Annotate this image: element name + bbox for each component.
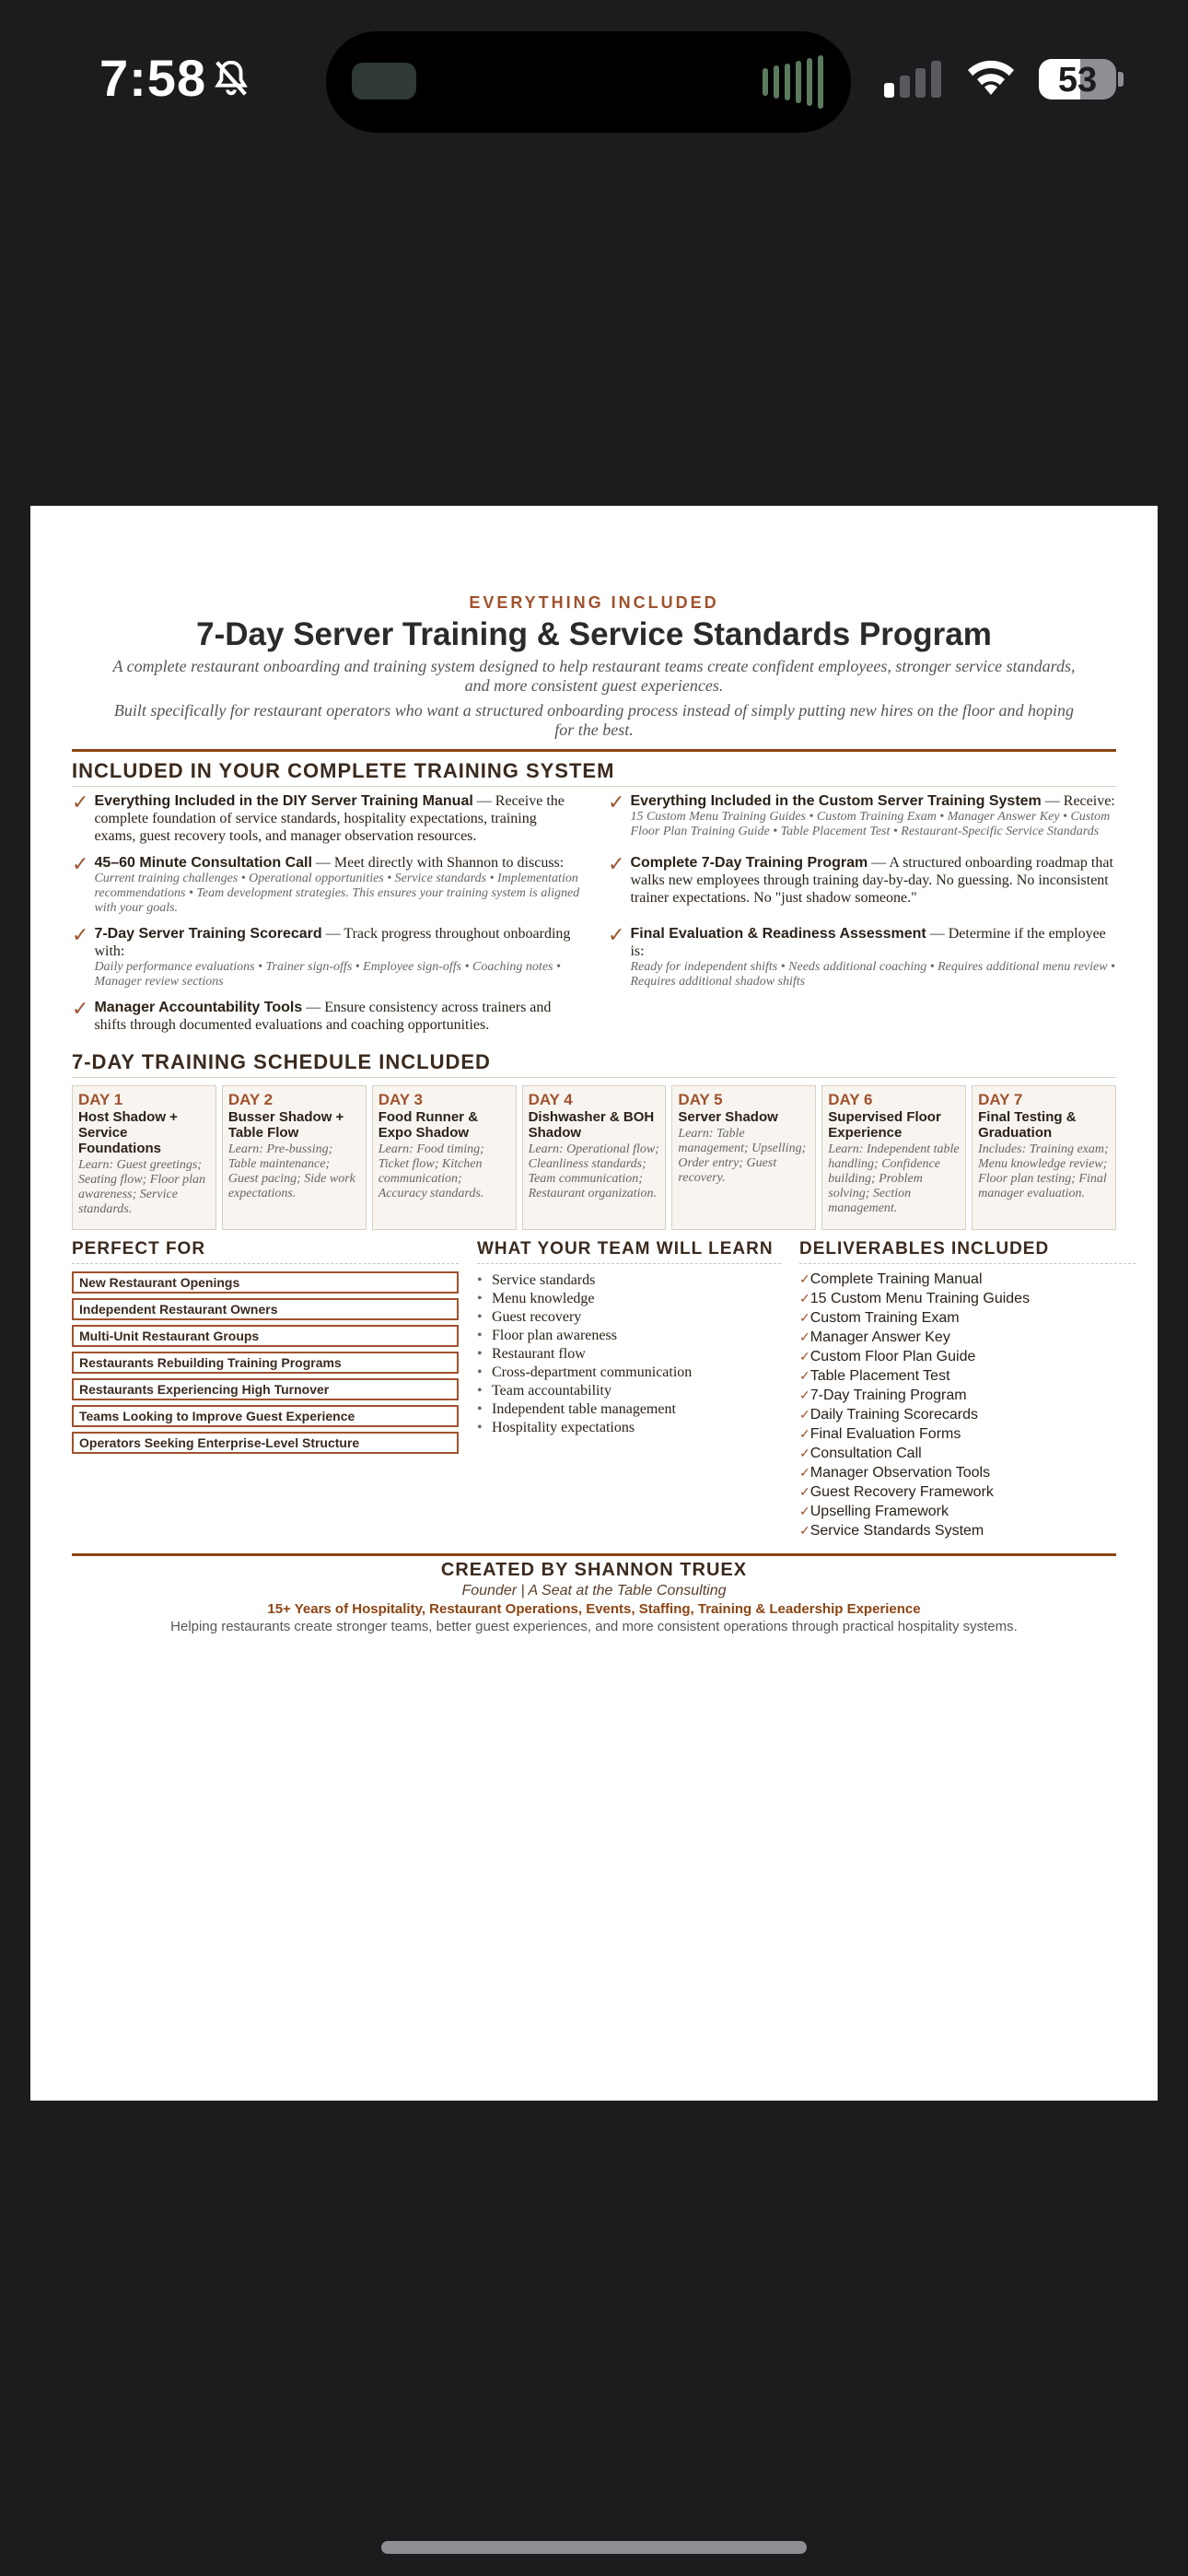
checkmark-icon: ✓	[799, 1349, 810, 1364]
day-learn: Learn: Guest greetings; Seating flow; Floor plan awareness; Service standards.	[78, 1158, 206, 1216]
included-item-title: Everything Included in the Custom Server Training System	[630, 793, 1042, 809]
included-item-title: 45–60 Minute Consultation Call	[94, 855, 312, 871]
checkmark-icon: ✓	[799, 1465, 810, 1480]
deliverable-label: Custom Floor Plan Guide	[809, 1349, 976, 1364]
perfect-for-tag: Restaurants Rebuilding Training Programs	[72, 1352, 459, 1374]
included-item	[72, 792, 580, 845]
perfect-for-column	[72, 1239, 459, 1540]
deliverable-item	[799, 1289, 1136, 1308]
deliverable-item	[799, 1308, 1136, 1328]
day-learn: Learn: Pre-bussing; Table maintenance; Guest pacing; Side work expectations.	[227, 1142, 355, 1200]
summary-columns	[72, 1239, 1116, 1540]
checkmark-icon: ✓	[799, 1523, 810, 1538]
deliverable-label: 15 Custom Menu Training Guides	[809, 1291, 1031, 1306]
deliverable-item	[799, 1444, 1136, 1463]
checkmark-icon: ✓	[72, 923, 89, 946]
day-learn: Learn: Operational flow; Cleanliness standards; Team communication; Restaurant organization.	[528, 1142, 659, 1200]
perfect-for-tag: New Restaurant Openings	[72, 1271, 459, 1294]
day-learn: Includes: Training exam; Menu knowledge review; Floor plan testing; Final manager evaluation.	[978, 1142, 1109, 1200]
included-item	[608, 792, 1116, 845]
checkmark-icon: ✓	[72, 997, 89, 1020]
list-item: • Team accountability	[477, 1382, 781, 1400]
included-item	[608, 854, 1116, 916]
included-item	[72, 854, 580, 916]
day-number: DAY 5	[678, 1091, 723, 1108]
perfect-for-list	[72, 1271, 459, 1454]
day-learn: Learn: Table management; Upselling; Order entry; Guest recovery.	[678, 1127, 807, 1185]
bell-slash-icon	[210, 57, 252, 100]
list-item: • Independent table management	[477, 1400, 781, 1419]
included-item-title: Everything Included in the DIY Server Training Manual	[94, 793, 473, 809]
deliverable-label: Guest Recovery Framework	[809, 1484, 994, 1500]
deliverable-label: Consultation Call	[809, 1446, 922, 1461]
included-item-text: — Meet directly with Shannon to discuss:	[311, 855, 565, 871]
footer-tagline: Helping restaurants create stronger teams, better guest experiences, and more consistent operations through practical hospitality systems.	[170, 1619, 1018, 1634]
day-card	[72, 1085, 216, 1230]
checkmark-icon: ✓	[608, 923, 625, 946]
day-number: DAY 1	[78, 1091, 123, 1108]
day-learn: Learn: Independent table handling; Confidence building; Problem solving; Section management.	[828, 1142, 960, 1215]
deliverable-label: Custom Training Exam	[809, 1310, 960, 1326]
now-playing-artwork	[352, 63, 416, 100]
deliverable-label: Upselling Framework	[809, 1504, 949, 1519]
deliverable-item	[799, 1328, 1136, 1347]
status-time: 7:58	[99, 49, 207, 107]
list-item: • Cross-department communication	[477, 1364, 781, 1382]
footer-experience: 15+ Years of Hospitality, Restaurant Operations, Events, Staffing, Training & Leadership Experience	[267, 1601, 921, 1617]
checkmark-icon: ✓	[799, 1446, 810, 1460]
included-item-detail: Daily performance evaluations • Trainer sign-offs • Employee sign-offs • Coaching notes • Manager review sections	[94, 960, 561, 989]
included-item-text: — Receive the complete foundation of service standards, hospitality expectations, training exams, guest recovery tools, and manager observation resources.	[94, 793, 565, 844]
day-learn: Learn: Food timing; Ticket flow; Kitchen communication; Accuracy standards.	[378, 1142, 484, 1200]
day-card	[671, 1085, 816, 1230]
deliverable-label: Daily Training Scorecards	[809, 1407, 979, 1423]
list-item: • Restaurant flow	[477, 1345, 781, 1364]
checkmark-icon: ✓	[799, 1291, 810, 1306]
included-item-detail: Current training challenges • Operational opportunities • Service standards • Implementation recommendations • Team development strategies. This ensures your training system is aligned with your goals.	[94, 872, 580, 915]
deliverable-item	[799, 1521, 1136, 1540]
checkmark-icon: ✓	[799, 1310, 810, 1325]
checkmark-icon: ✓	[799, 1407, 810, 1422]
day-card	[522, 1085, 667, 1230]
included-item-title: Complete 7-Day Training Program	[630, 855, 868, 871]
included-item-title: Final Evaluation & Readiness Assessment	[630, 926, 926, 942]
deliverable-item	[799, 1405, 1136, 1424]
day-number: DAY 2	[227, 1091, 274, 1108]
dynamic-island[interactable]	[326, 31, 851, 133]
document-page	[30, 506, 1158, 2101]
day-card	[972, 1085, 1116, 1230]
included-item-text: — A structured onboarding roadmap that walks new employees through training day-by-day. No guessing. No inconsistent trainer expectations. No "just shadow someone."	[630, 855, 1113, 906]
divider	[72, 749, 1116, 752]
deliverable-label: Manager Observation Tools	[809, 1465, 991, 1481]
subtitle: A complete restaurant onboarding and training system designed to help restaurant teams create confident employees, stronger service standards, and more consistent guest experiences.	[112, 657, 1076, 695]
deliverable-item	[799, 1270, 1136, 1289]
checkmark-icon: ✓	[799, 1271, 810, 1286]
eyebrow: EVERYTHING INCLUDED	[469, 593, 719, 612]
home-indicator[interactable]	[381, 2541, 807, 2554]
deliverables-heading: DELIVERABLES INCLUDED	[799, 1239, 1136, 1264]
perfect-for-tag: Restaurants Experiencing High Turnover	[72, 1378, 459, 1400]
deliverable-label: Final Evaluation Forms	[809, 1426, 961, 1442]
day-title: Supervised Floor Experience	[828, 1109, 941, 1141]
included-item	[72, 999, 580, 1034]
deliverables-column	[799, 1239, 1136, 1540]
included-item-title: Manager Accountability Tools	[94, 1000, 303, 1015]
day-number: DAY 3	[378, 1091, 423, 1108]
day-title: Food Runner & Expo Shadow	[378, 1109, 479, 1141]
perfect-for-tag: Teams Looking to Improve Guest Experience	[72, 1405, 459, 1427]
deliverable-label: Complete Training Manual	[809, 1271, 983, 1287]
subtitle-secondary: Built specifically for restaurant operators who want a structured onboarding process instead of simply putting new hires on the floor and hoping for the best.	[113, 701, 1075, 739]
day-number: DAY 6	[828, 1091, 873, 1108]
section-heading-schedule: 7-DAY TRAINING SCHEDULE INCLUDED	[72, 1050, 1116, 1078]
schedule-grid	[72, 1085, 1116, 1230]
footer	[72, 1553, 1116, 1634]
deliverable-item	[799, 1502, 1136, 1521]
day-card	[372, 1085, 517, 1230]
checkmark-icon: ✓	[608, 852, 625, 875]
learn-list	[477, 1271, 781, 1437]
list-item: • Service standards	[477, 1271, 781, 1290]
included-item-text: — Receive:	[1041, 793, 1115, 809]
perfect-for-tag: Multi-Unit Restaurant Groups	[72, 1325, 459, 1347]
perfect-for-tag: Independent Restaurant Owners	[72, 1298, 459, 1320]
day-title: Busser Shadow + Table Flow	[227, 1109, 344, 1141]
perfect-for-tag: Operators Seeking Enterprise-Level Structure	[72, 1432, 459, 1454]
day-title: Server Shadow	[678, 1109, 778, 1125]
included-list	[72, 792, 1116, 1043]
included-item-text: — Determine if the employee is:	[630, 926, 1106, 959]
battery-level: 53	[1057, 61, 1098, 100]
deliverable-item	[799, 1366, 1136, 1386]
page-title: 7-Day Server Training & Service Standards Program	[196, 616, 992, 652]
day-number: DAY 4	[528, 1091, 573, 1108]
deliverable-label: Table Placement Test	[809, 1368, 950, 1384]
list-item: • Guest recovery	[477, 1308, 781, 1327]
footer-role: Founder | A Seat at the Table Consulting	[461, 1583, 727, 1598]
day-number: DAY 7	[978, 1091, 1023, 1108]
checkmark-icon: ✓	[799, 1504, 810, 1518]
day-title: Dishwasher & BOH Shadow	[528, 1109, 655, 1141]
included-item-detail: Ready for independent shifts • Needs additional coaching • Requires additional menu review • Requires additional shadow shifts	[630, 960, 1115, 989]
wifi-icon	[963, 57, 1019, 100]
list-item: • Hospitality expectations	[477, 1419, 781, 1437]
cellular-signal-icon	[884, 61, 941, 98]
included-item-text: — Ensure consistency across trainers and shifts through documented evaluations and coaching opportunities.	[94, 1000, 552, 1033]
checkmark-icon: ✓	[608, 790, 625, 814]
deliverable-item	[799, 1463, 1136, 1482]
day-card	[222, 1085, 367, 1230]
checkmark-icon: ✓	[799, 1426, 810, 1441]
deliverable-label: Service Standards System	[809, 1523, 984, 1539]
checkmark-icon: ✓	[799, 1388, 810, 1402]
deliverable-item	[799, 1424, 1136, 1444]
deliverable-item	[799, 1386, 1136, 1405]
section-heading-included: INCLUDED IN YOUR COMPLETE TRAINING SYSTEM	[72, 759, 1116, 787]
footer-author: CREATED BY SHANNON TRUEX	[440, 1560, 748, 1580]
battery-tip	[1118, 72, 1124, 87]
deliverable-item	[799, 1347, 1136, 1366]
learn-heading: WHAT YOUR TEAM WILL LEARN	[477, 1239, 781, 1264]
checkmark-icon: ✓	[799, 1484, 810, 1499]
included-item-detail: 15 Custom Menu Training Guides • Custom Training Exam • Manager Answer Key • Custom Floor Plan Training Guide • Table Placement Test • Restaurant-Specific Service Standards	[630, 810, 1111, 838]
deliverable-label: Manager Answer Key	[809, 1329, 950, 1345]
day-card	[821, 1085, 966, 1230]
audio-waveform-icon	[763, 55, 823, 109]
day-title: Host Shadow + Service Foundations	[78, 1109, 178, 1156]
learn-column	[477, 1239, 781, 1540]
battery-icon	[1039, 59, 1116, 100]
checkmark-icon: ✓	[72, 790, 89, 814]
included-item-text: — Track progress throughout onboarding with:	[94, 926, 571, 959]
checkmark-icon: ✓	[799, 1368, 810, 1383]
included-item	[72, 925, 580, 989]
day-title: Final Testing & Graduation	[978, 1109, 1077, 1141]
checkmark-icon: ✓	[72, 852, 89, 875]
list-item: • Floor plan awareness	[477, 1327, 781, 1345]
included-item	[608, 925, 1116, 989]
deliverable-label: 7-Day Training Program	[809, 1388, 967, 1403]
checkmark-icon: ✓	[799, 1329, 810, 1344]
included-item-title: 7-Day Server Training Scorecard	[94, 926, 322, 942]
perfect-for-heading: PERFECT FOR	[72, 1239, 459, 1264]
list-item: • Menu knowledge	[477, 1290, 781, 1308]
deliverables-list	[799, 1270, 1136, 1540]
deliverable-item	[799, 1482, 1136, 1502]
status-bar	[0, 0, 1188, 161]
